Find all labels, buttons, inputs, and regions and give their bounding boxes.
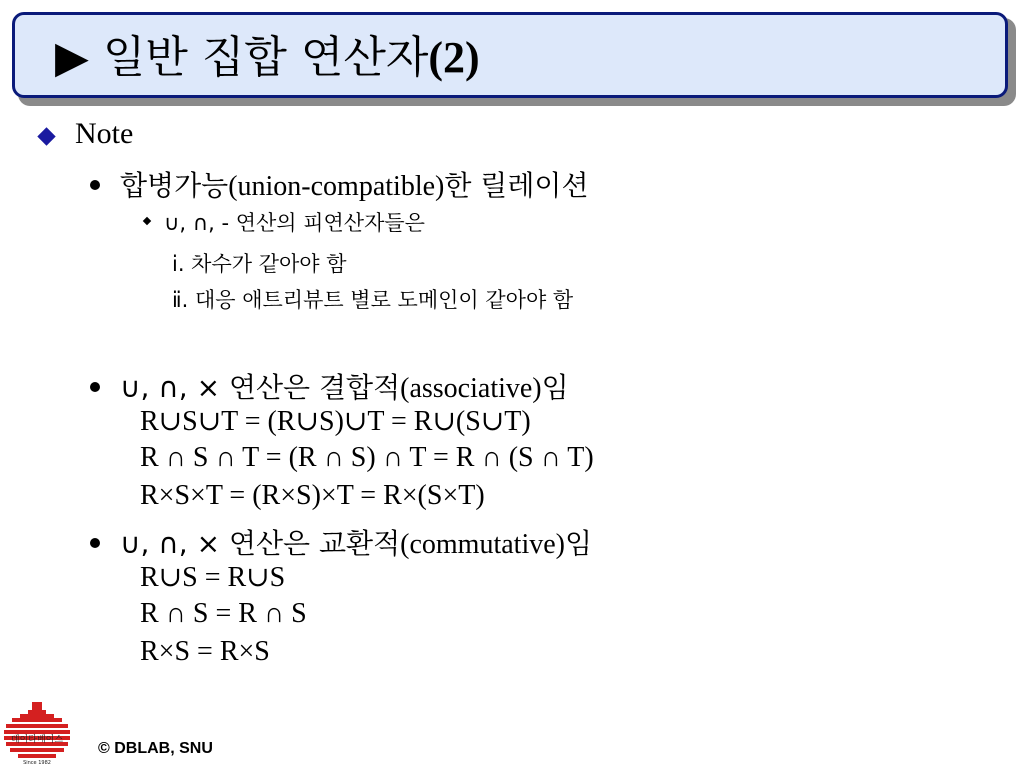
logo-since: Since 1982 (23, 760, 51, 766)
item-degree: ⅰ. 차수가 같아야 함 (172, 252, 347, 276)
assoc-product-line: R×S×T = (R×S)×T = R×(S×T) (140, 480, 485, 511)
bullet-dot-icon (90, 180, 100, 190)
comm-intersect-line: R ∩ S = R ∩ S (140, 598, 307, 629)
diamond-bullet-icon (37, 127, 55, 145)
item-domain: ⅱ. 대응 애트리뷰트 별로 도메인이 같아야 함 (172, 288, 574, 312)
title-arrow-icon: ▶ (55, 32, 89, 83)
bullet-associative: ∪, ∩, × 연산은 결합적(associative)임 (120, 371, 569, 404)
bullet-union-compatible: 합병가능(union-compatible)한 릴레이션 (120, 169, 589, 202)
title-suffix: (2) (428, 33, 480, 82)
title-korean: 일반 집합 연산자 (102, 32, 429, 83)
bullet-commutative: ∪, ∩, × 연산은 교환적(commutative)임 (120, 527, 593, 560)
sub-diamond-icon (143, 217, 151, 225)
comm-product-line: R×S = R×S (140, 636, 270, 667)
dblab-logo (0, 700, 78, 768)
sub-operands-line: ∪, ∩, - 연산의 피연산자들은 (164, 211, 425, 235)
bullet-dot-icon (90, 538, 100, 548)
note-label: Note (75, 117, 134, 150)
title-box (12, 12, 1008, 98)
copyright-footer: © DBLAB, SNU (98, 740, 213, 757)
bullet-dot-icon (90, 382, 100, 392)
assoc-union-line: R∪S∪T = (R∪S)∪T = R∪(S∪T) (140, 406, 531, 437)
slide-title (55, 33, 480, 83)
logo-text: 데이타베이스 (10, 735, 64, 745)
comm-union-line: R∪S = R∪S (140, 562, 286, 593)
assoc-intersect-line: R ∩ S ∩ T = (R ∩ S) ∩ T = R ∩ (S ∩ T) (140, 442, 594, 473)
